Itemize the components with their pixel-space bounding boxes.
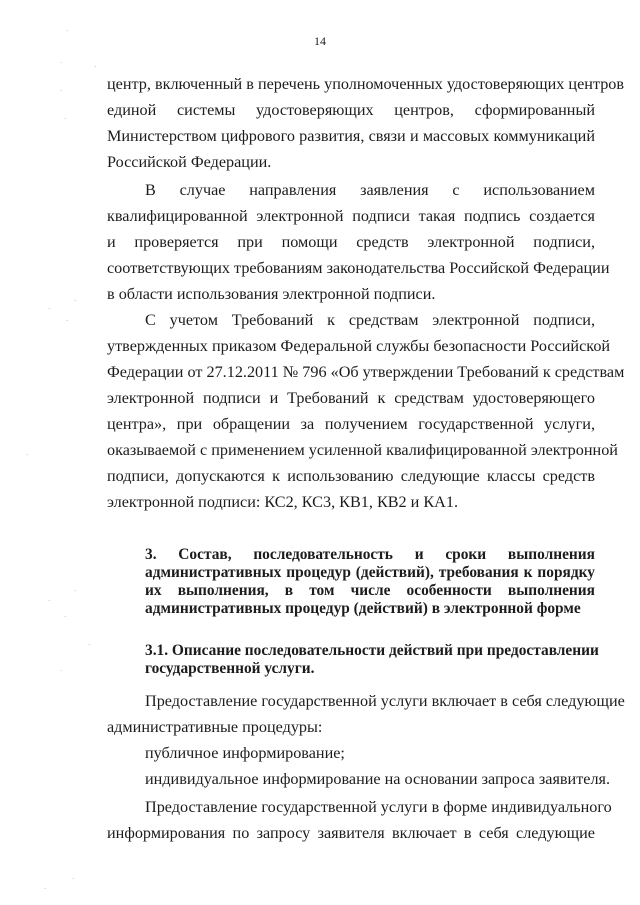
scan-speck: · [44, 885, 47, 893]
scan-speck: · [64, 613, 67, 621]
text-line: Предоставление государственной услуги включает в себя следующие [145, 692, 625, 710]
scan-speck: · [72, 875, 75, 883]
text-line: электронной подписи: КС2, КС3, КВ1, КВ2 и КА1. [107, 493, 459, 511]
scan-speck: · [48, 305, 51, 313]
text-line: электронной подписи и Требований к средствам удостоверяющего [107, 389, 595, 407]
subsection-heading: 3.1. Описание последовательности действий при предоставлении [145, 642, 599, 659]
scan-speck: · [60, 59, 63, 67]
scan-artifacts [0, 0, 110, 905]
text-line: квалифицированной электронной подписи такая подпись создается [107, 207, 595, 225]
text-line: С учетом Требований к средствам электронной подписи, [145, 311, 595, 329]
section-heading: их выполнения, в том числе особенности выполнения [145, 582, 595, 599]
text-line: центр, включенный в перечень уполномоченных удостоверяющих центров [107, 75, 625, 93]
list-item: индивидуальное информирование на основании запроса заявителя. [145, 770, 611, 788]
scan-speck: · [66, 27, 69, 35]
text-line: В случае направления заявления с использованием [145, 181, 595, 199]
scan-speck: · [64, 115, 67, 123]
section-heading: административных процедур (действий) в электронной форме [145, 600, 581, 617]
text-line: оказываемой с применением усиленной квалифицированной электронной [107, 441, 618, 459]
scan-speck: · [94, 63, 97, 71]
page-number: 14 [314, 34, 326, 48]
text-line: информирования по запросу заявителя включает в себя следующие [107, 824, 595, 842]
scan-speck: · [74, 297, 77, 305]
text-line: административные процедуры: [107, 718, 323, 736]
text-line: соответствующих требованиям законодательства Российской Федерации [107, 259, 610, 277]
text-line: подписи, допускаются к использованию следующие классы средств [107, 467, 595, 485]
scan-speck: · [66, 317, 69, 325]
text-line: Министерством цифрового развития, связи и массовых коммуникаций [107, 127, 595, 145]
scan-speck: · [74, 587, 77, 595]
text-line: Предоставление государственной услуги в форме индивидуального [145, 798, 612, 816]
scan-speck: · [48, 597, 51, 605]
text-line: единой системы удостоверяющих центров, сформированный [107, 101, 595, 119]
section-heading: административных процедур (действий), требования к порядку [145, 564, 595, 581]
list-item: публичное информирование; [145, 744, 345, 762]
text-line: Российской Федерации. [107, 153, 272, 171]
text-line: в области использования электронной подписи. [107, 285, 436, 303]
text-line: Федерации от 27.12.2011 № 796 «Об утверждении Требований к средствам [107, 363, 625, 381]
text-line: утвержденных приказом Федеральной службы безопасности Российской [107, 337, 611, 355]
text-line: и проверяется при помощи средств электронной подписи, [107, 233, 595, 251]
scan-speck: · [60, 667, 63, 675]
text-line: центра», при обращении за получением государственной услуги, [107, 415, 595, 433]
subsection-heading: государственной услуги. [145, 660, 315, 677]
scan-speck: · [26, 451, 29, 459]
scan-speck: · [88, 641, 91, 649]
section-heading: 3. Состав, последовательность и сроки выполнения [145, 546, 595, 563]
scan-speck: · [60, 87, 63, 95]
